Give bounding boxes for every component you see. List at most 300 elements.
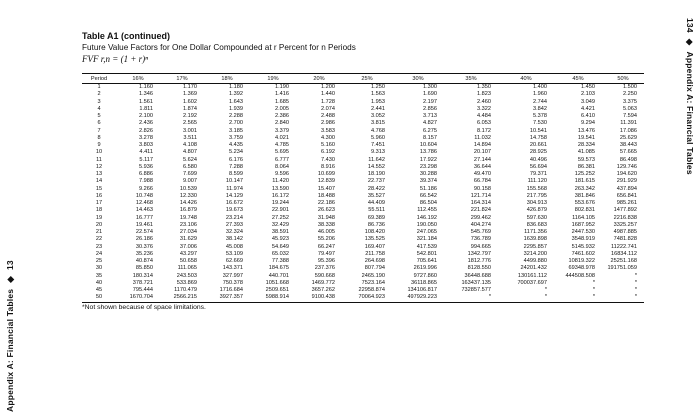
factor-cell: 19.244 (271, 200, 289, 206)
column-header-rate: 45% (554, 74, 602, 84)
table-row (82, 171, 644, 178)
factor-cell: 6.886 (139, 171, 153, 177)
factor-cell: 55.206 (317, 236, 335, 243)
factor-cell: 656.841 (616, 192, 637, 199)
factor-cell: 836.683 (526, 221, 547, 228)
factor-cell: 27.393 (225, 221, 243, 228)
factor-cell: 1.939 (229, 105, 243, 112)
factor-cell: 705.641 (416, 258, 437, 264)
factor-cell: 23.298 (419, 163, 437, 170)
factor-cell: 1051.668 (265, 279, 289, 286)
factor-cell: 3.322 (477, 105, 491, 112)
factor-cell: 6.176 (229, 156, 243, 163)
factor-cell: 1639.898 (523, 236, 547, 243)
table-row (82, 157, 644, 164)
table-row (82, 193, 644, 200)
factor-cell: 155.568 (526, 185, 547, 192)
factor-cell: 12.839 (317, 178, 335, 185)
factor-cell: 66.784 (473, 178, 491, 185)
table-row (82, 99, 644, 106)
factor-cell: * (554, 294, 602, 302)
factor-cell: 36.644 (473, 163, 491, 170)
factor-cell: 22958.874 (358, 287, 385, 293)
factor-cell: 12.330 (179, 192, 197, 199)
factor-cell: 2.005 (275, 105, 289, 112)
factor-cell: 13.786 (419, 149, 437, 156)
factor-cell: 66.247 (317, 243, 335, 250)
factor-cell: 1.602 (183, 98, 197, 105)
factor-cell: 16834.112 (610, 250, 637, 257)
factor-cell: 802.831 (574, 207, 595, 214)
factor-cell: 26.623 (317, 207, 335, 214)
factor-cell: 16.777 (135, 214, 153, 221)
factor-cell: 6.410 (581, 113, 595, 119)
factor-cell: 129.746 (616, 163, 637, 170)
factor-cell: 28.422 (367, 185, 385, 192)
factor-cell: 2.103 (581, 91, 595, 98)
factor-cell: 11222.741 (610, 243, 637, 250)
factor-cell: 18.190 (367, 171, 385, 177)
factor-cell: 35.236 (135, 250, 153, 257)
factor-cell: 8.157 (423, 134, 437, 141)
period-cell: 35 (95, 272, 103, 279)
factor-cell: 164.314 (470, 200, 491, 206)
factor-cell: 4987.885 (613, 229, 637, 235)
period-cell: 11 (96, 156, 102, 163)
factor-cell: 247.065 (416, 229, 437, 235)
period-cell: 23 (95, 243, 103, 250)
factor-cell: 56.694 (529, 163, 547, 170)
factor-cell: 30.376 (135, 243, 153, 250)
factor-cell: 9727.860 (413, 272, 437, 279)
factor-cell: 264.698 (364, 258, 385, 264)
table-row (82, 135, 644, 142)
factor-cell: 3.759 (229, 134, 243, 141)
factor-cell: 304.913 (526, 200, 547, 206)
factor-cell: 163437.135 (461, 279, 491, 286)
factor-cell: 545.769 (470, 229, 491, 235)
factor-cell: 190.050 (416, 221, 437, 228)
factor-cell: 994.665 (470, 243, 491, 250)
table-row (82, 120, 644, 127)
factor-cell: 8.064 (275, 163, 289, 170)
table-row (82, 229, 644, 236)
factor-cell: 437.894 (616, 185, 637, 192)
factor-cell: 4.411 (139, 149, 153, 156)
factor-cell: 4.421 (581, 105, 595, 112)
factor-cell: 41.085 (577, 149, 595, 156)
table-row (82, 113, 644, 120)
factor-cell: 5.695 (275, 149, 289, 156)
factor-cell: 10.539 (179, 185, 197, 192)
factor-cell: 2.436 (139, 120, 153, 127)
factor-cell: 2.565 (183, 120, 197, 127)
period-cell: 22 (95, 236, 103, 243)
factor-cell: 13.590 (271, 185, 289, 192)
factor-cell: 6.777 (275, 156, 289, 163)
factor-cell: 732857.577 (461, 287, 491, 293)
factor-cell: 134106.817 (407, 287, 437, 293)
factor-cell: 95.396 (317, 258, 335, 264)
factor-cell: 5.378 (533, 113, 547, 119)
factor-cell: 6.192 (321, 149, 335, 156)
left-tab-page-number: 13 (5, 260, 15, 271)
factor-cell: 1.685 (275, 98, 289, 105)
future-value-table (82, 73, 644, 303)
factor-cell: 26.186 (135, 236, 153, 243)
table-heading (82, 31, 642, 65)
factor-cell: 378.721 (132, 279, 153, 286)
factor-cell: 1.500 (623, 84, 637, 90)
factor-cell: 17.922 (419, 156, 437, 163)
factor-cell: 3548.919 (571, 236, 595, 243)
period-cell: 1 (97, 84, 101, 90)
factor-cell: 795.444 (132, 287, 153, 293)
factor-cell: 497929.223 (392, 294, 444, 302)
factor-cell: 14.129 (225, 192, 243, 199)
factor-cell: 2.840 (275, 120, 289, 127)
factor-cell: 4.484 (477, 113, 491, 119)
factor-cell: 22.737 (367, 178, 385, 185)
table-row (82, 287, 644, 294)
factor-cell: 121.714 (470, 192, 491, 199)
column-header-rate: 50% (602, 74, 644, 84)
factor-cell: 69348.978 (568, 265, 595, 272)
period-cell: 12 (95, 163, 103, 170)
period-cell: 50 (82, 294, 116, 302)
factor-cell: 3214.200 (523, 250, 547, 257)
factor-cell: 9.313 (371, 149, 385, 156)
table-row (82, 265, 644, 272)
table-body (82, 84, 644, 303)
factor-cell: 23.106 (179, 221, 197, 228)
factor-cell: 15.407 (317, 185, 335, 192)
factor-cell: 38.591 (271, 229, 289, 235)
factor-cell: 7.699 (183, 171, 197, 177)
table-row (82, 280, 644, 287)
factor-cell: * (634, 279, 637, 286)
factor-cell: 221.824 (470, 207, 491, 214)
factor-cell: 2.250 (623, 91, 637, 98)
factor-cell: 9.596 (275, 171, 289, 177)
factor-cell: 553.676 (574, 200, 595, 206)
factor-cell: 4.108 (183, 142, 197, 148)
factor-cell: 299.462 (470, 214, 491, 221)
factor-cell: 1.416 (275, 91, 289, 98)
factor-cell: 13.476 (577, 127, 595, 134)
factor-cell: 25.629 (619, 134, 637, 141)
column-header-period: Period (82, 74, 116, 84)
factor-cell: 24201.432 (520, 265, 547, 272)
factor-cell: 1.350 (477, 84, 491, 90)
factor-cell: 3.375 (623, 98, 637, 105)
factor-cell: 426.879 (526, 207, 547, 214)
factor-cell: 6.580 (183, 163, 197, 170)
factor-cell: 8.172 (477, 127, 491, 134)
factor-cell: 6.275 (423, 127, 437, 134)
factor-cell: * (498, 294, 554, 302)
factor-cell: 1687.952 (571, 221, 595, 228)
factor-cell: 7.451 (371, 142, 385, 148)
factor-cell: 40.496 (529, 156, 547, 163)
footnote: *Not shown because of space limitations. (82, 303, 206, 311)
factor-cell: 37.006 (179, 243, 197, 250)
factor-cell: 1.392 (229, 91, 243, 98)
factor-cell: 2216.838 (613, 214, 637, 221)
factor-cell: 1.180 (229, 84, 243, 90)
factor-cell: 5.117 (139, 156, 153, 163)
table-row (82, 294, 644, 302)
column-header-rate: 35% (444, 74, 498, 84)
period-cell: 10 (95, 149, 103, 156)
factor-cell: 7481.828 (613, 236, 637, 243)
factor-cell: 180.314 (132, 272, 153, 279)
factor-cell: 146.192 (416, 214, 437, 221)
factor-cell: 86.504 (419, 200, 437, 206)
factor-cell: 14.552 (367, 163, 385, 170)
factor-cell: 70064.923 (342, 294, 392, 302)
period-cell: 9 (97, 142, 101, 148)
factor-cell: 985.261 (616, 200, 637, 206)
factor-cell: 62.669 (225, 258, 243, 264)
left-tab-label: Appendix A: Financial Tables (5, 288, 15, 412)
period-cell: 4 (97, 105, 101, 112)
period-cell: 19 (95, 214, 103, 221)
factor-cell: 2.100 (139, 113, 153, 119)
factor-cell: 2.386 (275, 113, 289, 119)
table-row (82, 186, 644, 193)
factor-cell: 39.374 (419, 178, 437, 185)
factor-cell: 10.699 (317, 171, 335, 177)
factor-cell: 79.371 (529, 171, 547, 177)
factor-cell: 35.527 (367, 192, 385, 199)
factor-cell: 1164.105 (572, 214, 595, 221)
factor-cell: 143.371 (222, 265, 243, 272)
factor-cell: 9.007 (183, 178, 197, 185)
factor-cell: 27.144 (473, 156, 491, 163)
table-formula: FVF r,n = (1 + r)ⁿ (82, 54, 148, 64)
factor-cell: 57.665 (619, 149, 637, 156)
factor-cell: 327.997 (222, 272, 243, 279)
factor-cell: 3.713 (423, 113, 437, 119)
factor-cell: 36118.865 (410, 279, 437, 286)
factor-cell: 7.288 (229, 163, 243, 170)
factor-cell: 1.561 (139, 98, 153, 105)
factor-cell: 4.785 (275, 142, 289, 148)
factor-cell: 2.192 (183, 113, 197, 119)
factor-cell: 2566.215 (160, 294, 204, 302)
factor-cell: 5.160 (321, 142, 335, 148)
factor-cell: 1.200 (321, 84, 335, 90)
factor-cell: 4.435 (229, 142, 243, 148)
table-row (82, 215, 644, 222)
factor-cell: 9100.438 (296, 294, 342, 302)
factor-cell: 700037.697 (517, 279, 547, 286)
factor-cell: 28.925 (529, 149, 547, 156)
factor-cell: 3.379 (275, 127, 289, 134)
factor-cell: 9.294 (581, 120, 595, 127)
period-cell: 15 (95, 185, 103, 192)
table-row (82, 222, 644, 229)
factor-cell: * (602, 294, 644, 302)
factor-cell: 3.278 (139, 134, 153, 141)
factor-cell: 16.672 (225, 200, 243, 206)
factor-cell: 1.170 (183, 84, 197, 90)
factor-cell: 1342.797 (467, 250, 491, 257)
factor-cell: 4.021 (275, 134, 289, 141)
factor-cell: 55.511 (368, 207, 385, 214)
factor-cell: 211.758 (365, 250, 385, 257)
factor-cell: 4.300 (321, 134, 335, 141)
period-cell: 21 (95, 229, 103, 235)
factor-cell: 112.455 (417, 207, 437, 214)
factor-cell: 1.190 (275, 84, 289, 90)
column-header-rate: 40% (498, 74, 554, 84)
factor-cell: 7.988 (139, 178, 153, 185)
factor-cell: 404.274 (470, 221, 491, 228)
factor-cell: 27.034 (179, 229, 197, 235)
factor-cell: 20.661 (529, 142, 547, 148)
period-cell: 14 (95, 178, 103, 185)
factor-cell: 12.468 (135, 200, 153, 206)
factor-cell: 32.429 (271, 221, 289, 228)
factor-cell: 2295.857 (523, 243, 547, 250)
factor-cell: 237.376 (314, 265, 335, 272)
period-cell: 2 (97, 91, 101, 98)
table-row (82, 258, 644, 265)
factor-cell: 2.700 (229, 120, 243, 127)
right-tab-page-number: 134 (685, 18, 695, 33)
factor-cell: 19.541 (577, 134, 595, 141)
factor-cell: 3.511 (183, 134, 197, 141)
factor-cell: 11.974 (226, 185, 243, 192)
factor-cell: 3657.262 (311, 287, 335, 293)
factor-cell: 3.815 (371, 120, 385, 127)
factor-cell: 440.701 (268, 272, 289, 279)
table-row (82, 207, 644, 214)
factor-cell: 19.748 (179, 214, 197, 221)
factor-cell: 111.065 (177, 265, 197, 272)
factor-cell: 22.186 (317, 200, 335, 206)
factor-cell: 135.525 (364, 236, 385, 243)
factor-cell: 5988.914 (250, 294, 296, 302)
factor-cell: 1.563 (371, 91, 385, 98)
factor-cell: 49.470 (473, 171, 491, 177)
period-cell: 18 (95, 207, 103, 214)
factor-cell: 2.986 (321, 120, 335, 127)
period-cell: 7 (97, 127, 101, 134)
period-cell: 8 (97, 134, 101, 141)
factor-cell: 597.630 (526, 214, 547, 221)
factor-cell: 11.391 (620, 120, 637, 127)
factor-cell: 25251.168 (610, 258, 637, 264)
factor-cell: 5145.932 (571, 243, 595, 250)
factor-cell: 9.266 (139, 185, 153, 192)
factor-cell: 46.005 (317, 229, 335, 235)
factor-cell: 27.252 (271, 214, 289, 221)
factor-cell: 7461.602 (571, 250, 595, 257)
factor-cell: 38.142 (225, 236, 243, 243)
column-header-rate: 17% (160, 74, 204, 84)
factor-cell: 1.953 (371, 98, 385, 105)
factor-cell: 1.960 (533, 91, 547, 98)
factor-cell: 16.172 (271, 192, 289, 199)
table-row (82, 164, 644, 171)
factor-cell: 1170.479 (174, 287, 197, 293)
right-tab-diamond: ◆ (685, 38, 695, 46)
factor-cell: 59.573 (577, 156, 595, 163)
factor-cell: 243.503 (176, 272, 197, 279)
factor-cell: 2.441 (371, 105, 385, 112)
factor-cell: 50.658 (179, 258, 197, 264)
factor-cell: 19.673 (225, 207, 243, 214)
factor-cell: * (634, 287, 637, 293)
factor-cell: 3.001 (183, 127, 197, 134)
table-row (82, 244, 644, 251)
factor-cell: 533.869 (176, 279, 197, 286)
factor-cell: 30.288 (419, 171, 437, 177)
column-header-rate: 20% (296, 74, 342, 84)
period-cell: 40 (95, 279, 103, 286)
factor-cell: 3.583 (321, 127, 335, 134)
factor-cell: 7.530 (533, 120, 547, 127)
table-row (82, 128, 644, 135)
factor-cell: 2465.190 (361, 272, 385, 279)
factor-cell: 542.801 (416, 250, 437, 257)
factor-cell: 1469.772 (311, 279, 335, 286)
factor-cell: 23.214 (225, 214, 243, 221)
factor-cell: 1.400 (533, 84, 547, 90)
factor-cell: 22.574 (135, 229, 153, 235)
factor-cell: 86.498 (619, 156, 637, 163)
factor-cell: 7.594 (623, 113, 637, 119)
factor-cell: 45.923 (271, 236, 289, 243)
factor-cell: 4.827 (423, 120, 437, 127)
column-header-rate: 25% (342, 74, 392, 84)
factor-cell: 444508.508 (565, 272, 595, 279)
factor-cell: 291.929 (616, 178, 637, 185)
factor-cell: 1.160 (139, 84, 153, 90)
factor-cell: 130161.112 (517, 272, 547, 279)
factor-cell: 1716.684 (219, 287, 243, 293)
table-row (82, 236, 644, 243)
factor-cell: * (544, 287, 547, 293)
table-row (82, 178, 644, 185)
factor-cell: 2.288 (229, 113, 243, 119)
factor-cell: 86.381 (577, 163, 595, 170)
factor-cell: 11.420 (272, 178, 289, 185)
factor-cell: 1.728 (321, 98, 335, 105)
table-row (82, 106, 644, 113)
factor-cell: 31.948 (317, 214, 335, 221)
column-header-rate: 16% (116, 74, 160, 84)
factor-cell: 1.690 (423, 91, 437, 98)
period-cell: 6 (97, 120, 101, 127)
period-cell: 16 (95, 192, 103, 199)
factor-cell: 6.053 (477, 120, 491, 127)
column-header-rate: 19% (250, 74, 296, 84)
period-cell: 25 (95, 258, 103, 264)
factor-cell: 11.642 (368, 156, 385, 163)
factor-cell: 14.463 (135, 207, 153, 214)
factor-cell: 1.811 (139, 105, 153, 112)
factor-cell: 38.443 (619, 142, 637, 148)
factor-cell: 66.542 (419, 192, 437, 199)
period-cell: 5 (97, 113, 101, 119)
factor-cell: 5.936 (139, 163, 153, 170)
factor-cell: 14.426 (179, 200, 197, 206)
header-row (82, 74, 644, 84)
